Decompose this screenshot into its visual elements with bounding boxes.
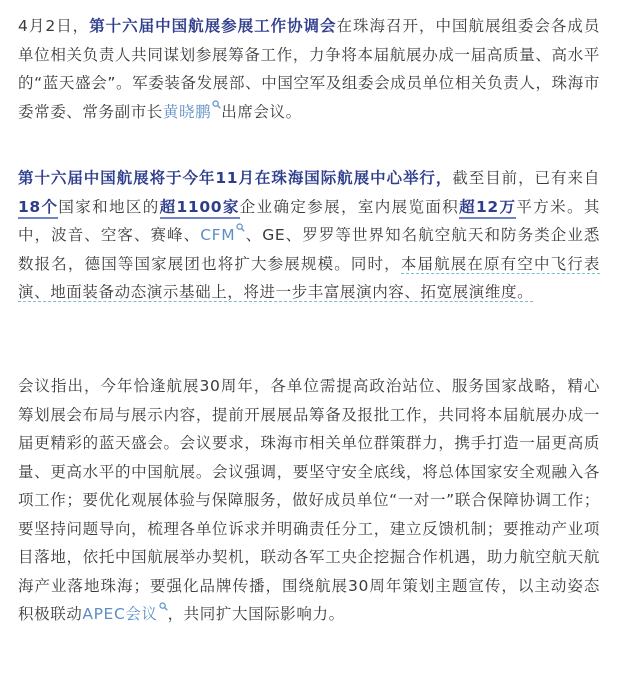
body-text: 企业确定参展，室内展览面积 (239, 197, 460, 216)
body-text: ，共同扩大国际影响力。 (167, 605, 345, 623)
search-icon[interactable] (159, 602, 168, 611)
dashed-underline-text: 本届航展在原有空中飞行表演、地面装备动态演示基础上，将进一步丰富展演内容、拓宽展演维度。 (18, 254, 600, 301)
paragraph-meeting-requirements (18, 372, 600, 629)
date-text: 4月2日， (18, 17, 90, 35)
body-text: 国家和地区的 (58, 197, 160, 216)
highlight-company-count: 超1100家 (160, 198, 240, 219)
search-icon[interactable] (212, 100, 221, 109)
link-huang-xiaopeng[interactable] (163, 103, 221, 121)
highlight-exhibition-date: 第十六届中国航展将于今年11月在珠海国际航展中心举行， (18, 169, 453, 187)
paragraph-meeting-intro (18, 12, 600, 126)
body-text: 会议指出，今年恰逢航展30周年，各单位需提高政治站位、服务国家战略，精心筹划展会布局与展示内容，提前开展展品筹备及报批工作，共同将本届航展办成一届更精彩的蓝天盛会。会议要求，珠海市相关单位群策群力，携手打造一届更高质量、更高水平的中国航展。会议强调，要坚守安全底线，将总体国家安全观融入各项工作；要优化观展体验与保障服务，做好成员单位“一对一”联合保障协调工作；要坚持问题导向，梳理各单位诉求并明确责任分工，建立反馈机制；要推动产业项目落地，依托中国航展举办契机，联动各军工央企挖掘合作机遇，助力航空航天航海产业落地珠海；要强化品牌传播，围绕航展30周年策划主题宣传，以主动姿态积极联动 (18, 377, 600, 623)
link-apec[interactable] (82, 605, 167, 623)
link-label[interactable]: APEC会议 (82, 605, 158, 623)
paragraph-exhibition-info (18, 164, 600, 307)
link-cfm[interactable] (200, 226, 245, 244)
link-label[interactable]: CFM (200, 226, 236, 244)
body-text: 出席会议。 (221, 102, 302, 121)
search-icon[interactable] (236, 223, 245, 232)
highlight-country-count: 18个 (18, 198, 58, 219)
body-text: 截至目前，已有来自 (452, 169, 600, 187)
body-text: 在珠海召开，中国航展组委会各成员单位相关负责人共同谋划参展筹备工作，力争将本届航展办成一届高质量、高水平的“蓝天盛会”。军委装备发展部、中国空军及组委会成员单位相关负责人，珠海市委常委、常务副市长 (18, 17, 600, 121)
body-text: 平方米。其中，波音、空客、赛峰、 (18, 197, 600, 244)
body-text: 、GE、罗罗等世界知名航空航天和防务类企业悉数报名，德国等国家展团也将扩大参展规模。同时， (18, 226, 600, 273)
link-label[interactable]: 黄晓鹏 (162, 102, 212, 121)
highlight-area: 超12万 (459, 198, 516, 219)
highlight-meeting-name: 第十六届中国航展参展工作协调会 (89, 17, 337, 35)
